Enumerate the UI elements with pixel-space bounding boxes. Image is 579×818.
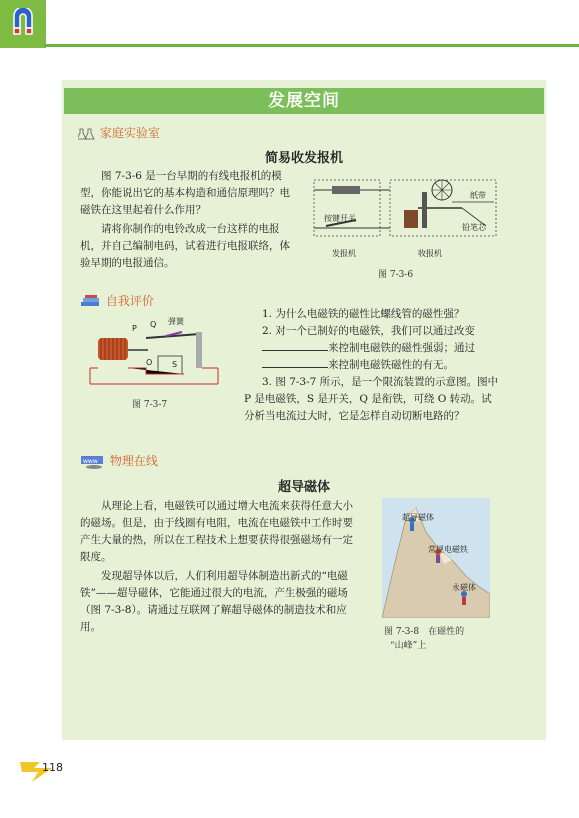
label-p: P bbox=[132, 324, 137, 333]
label-key-switch: 按键开关 bbox=[324, 214, 356, 223]
svg-text:www: www bbox=[83, 457, 98, 465]
magnetic-peaks-illustration bbox=[382, 498, 490, 618]
question-1: 1. 为什么电磁铁的磁性比螺线管的磁性强？ bbox=[262, 308, 465, 320]
section-label: 物理在线 bbox=[109, 454, 158, 468]
figure-caption: 图 7-3-8 在磁性的 bbox=[384, 627, 465, 637]
question-2-part-c: 来控制电磁铁磁性的有无。 bbox=[328, 359, 454, 371]
current-limiter-diagram bbox=[88, 324, 224, 390]
question-2-line-c bbox=[262, 357, 502, 374]
label-pencil: 铅笔芯 bbox=[462, 223, 486, 232]
paragraph: 请将你制作的电铃改成一台这样的电报机，并自己编制电码，试着进行电报联络，体验早期的电报通信。 bbox=[80, 223, 290, 269]
www-icon bbox=[80, 454, 106, 470]
label-sender: 发报机 bbox=[332, 249, 356, 258]
answer-blank[interactable] bbox=[262, 340, 328, 351]
section-title: 简易收发报机 bbox=[264, 151, 343, 166]
figure-caption: 图 7-3-7 bbox=[132, 400, 168, 410]
page-header bbox=[0, 0, 579, 48]
answer-blank[interactable] bbox=[262, 357, 328, 368]
label-receiver: 收报机 bbox=[418, 249, 442, 258]
magnet-icon bbox=[8, 8, 38, 38]
paragraph: 从理论上看，电磁铁可以通过增大电流来获得任意大小的磁场。但是，由于线圈有电阻，电流在电磁铁中工作时要产生大量的热，所以在工程技术上想要获得很强磁场有一定限度。 bbox=[80, 500, 353, 563]
question-2-line-b bbox=[262, 340, 502, 357]
section-self-eval bbox=[80, 292, 154, 310]
section-title: 超导磁体 bbox=[277, 480, 330, 495]
flask-icon bbox=[78, 128, 96, 140]
label-paper-tape: 纸带 bbox=[470, 191, 486, 200]
label-o: O bbox=[146, 358, 153, 367]
banner-title: 发展空间 bbox=[64, 88, 544, 114]
question-2-part-a: 2. 对一个已制好的电磁铁，我们可以通过改变 bbox=[262, 325, 475, 337]
question-2-part-b: 来控制电磁铁的磁性强弱；通过 bbox=[328, 342, 475, 354]
section-label: 家庭实验室 bbox=[99, 126, 160, 140]
label-spring: 弹簧 bbox=[168, 317, 184, 326]
question-3: 3. 图 7-3-7 所示，是一个限流装置的示意图。图中 P 是电磁铁，S 是开关，Q 是衔铁，可绕 O 转动。试分析当电流过大时，它是怎样自动切断电路的？ bbox=[244, 376, 499, 422]
header-rule bbox=[44, 44, 579, 47]
section-physics-online bbox=[80, 452, 158, 470]
label-permanent-magnet: 永磁体 bbox=[452, 583, 476, 592]
figure-caption: 图 7-3-6 bbox=[378, 270, 414, 280]
page-number: 118 bbox=[42, 761, 63, 774]
label-superconducting-magnet: 超导磁体 bbox=[402, 513, 434, 522]
label-conventional-electromagnet: 常规电磁铁 bbox=[428, 545, 468, 554]
figure-caption: “山峰”上 bbox=[390, 641, 427, 651]
paragraph: 发现超导体以后，人们利用超导体制造出新式的“电磁铁”——超导磁体，它能通过很大的电流，产生极强的磁场（图 7-3-8）。请通过互联网了解超导磁体的制造技术和应用。 bbox=[80, 570, 348, 633]
section-home-lab bbox=[78, 124, 160, 141]
chapter-logo bbox=[0, 0, 46, 48]
section-label: 自我评价 bbox=[105, 294, 154, 308]
paragraph: 图 7-3-6 是一台早期的有线电报机的模型，你能说出它的基本构造和通信原理吗？电磁铁在这里起着什么作用？ bbox=[80, 170, 290, 216]
label-s: S bbox=[172, 360, 178, 369]
label-q: Q bbox=[150, 320, 157, 329]
books-icon bbox=[80, 294, 102, 310]
